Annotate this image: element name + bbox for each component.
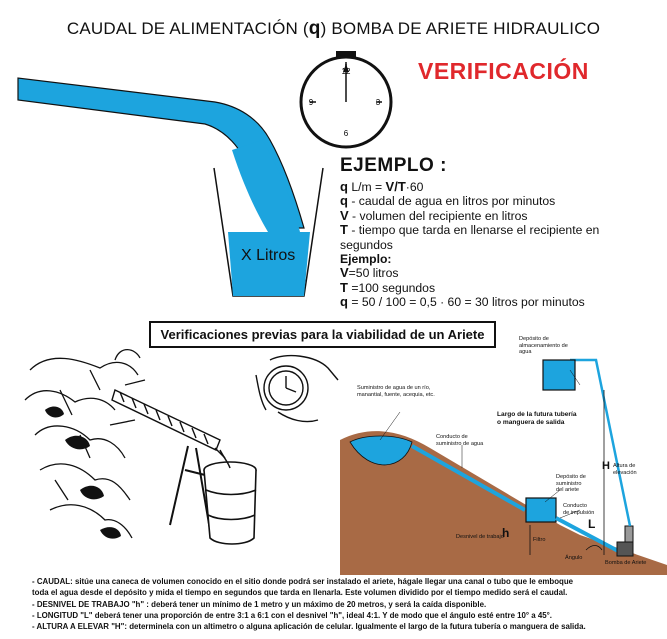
verificaciones-box: Verificaciones previas para la viabilidad de un Ariete [149,321,496,348]
flume-sketch [112,390,225,458]
ejemplo-heading: EJEMPLO : [340,155,447,176]
note-longitud: - LONGITUD "L" deberá tener una proporción de entre 3:1 a 6:1 con el desnivel "h", ideal 4:1. Y de modo que el ángulo esté entre 10° a 45°. [32,610,552,620]
label-filtro: Filtro [533,537,546,543]
clock-12: 12 [341,67,351,76]
label-conducto-suministro: Conducto de suministro de agua [436,434,484,447]
title-q-symbol: q [308,18,321,39]
label-angulo: Ángulo [565,555,583,561]
notes-block [32,576,662,632]
ejemplo-block [340,180,640,310]
label-deposito-almacenamiento: Depósito de almacenamiento de agua [519,336,568,356]
label-L: L [588,517,596,531]
label-deposito-suministro: Depósito de suministro del ariete [556,474,586,494]
delivery-line [570,360,630,526]
drum-sketch [204,462,256,544]
title-part-2: ) BOMBA DE ARIETE HIDRAULICO [320,19,601,38]
ex-v-line: V=50 litros [340,265,399,281]
label-bomba-ariete: Bomba de Ariete [605,560,647,566]
ex-q-line: q = 50 / 100 = 0,5 · 60 = 30 litros por minutos [340,294,585,310]
clock-3: 3 [375,98,381,107]
def-v-line: V - volumen del recipiente en litros [340,207,528,223]
note-caudal-1: - CAUDAL: sitúe una caneca de volumen conocido en el sitio donde podrá ser instalado el ariete, hágale llegar una canal o tubo que le emboque [32,577,574,586]
formula-line: q L/m = V/T·60 [340,179,424,194]
ram-pump [617,526,633,556]
label-H: H [602,460,610,472]
clock-9: 9 [308,98,314,107]
stopwatch-clock-icon [296,50,396,150]
label-largo-tuberia: Largo de la futura tubería o manguera de salida [497,411,577,426]
bucket-label: X Litros [241,247,296,264]
sketch-illustration [20,340,340,575]
def-t-line: T - tiempo que tarda en llenarse el recipiente en segundos [340,222,600,252]
note-caudal-2: toda el agua desde el depósito y mida el tiempo en segundos que tarda en llenarla. Este volumen dividido por el tiempo medido será el caudal. [32,588,568,598]
label-altura-elevacion: Altura de elevación [613,463,637,476]
verificacion-title: VERIFICACIÓN [418,58,589,84]
def-q-line: q - caudal de agua en litros por minutos [340,193,556,209]
note-altura: - ALTURA A ELEVAR "H": determinela con un altimetro o alguna aplicación de celular. Igualmente el largo de la futura tubería o manguera de salida. [32,622,586,632]
label-suministro: Suministro de agua de un río, manantial, fuente, acequia, etc. [357,385,435,398]
label-conducto-impulsion: Conducto de impulsión [563,503,595,516]
ex-t-line: T =100 segundos [340,279,436,295]
label-h: h [502,526,510,540]
title-part-1: CAUDAL DE ALIMENTACIÓN ( [66,19,309,38]
label-desnivel-trabajo: Desnivel de trabajo [456,534,504,540]
supply-tank [526,498,556,522]
sub-heading: Ejemplo: [340,252,392,267]
note-desnivel: - DESNIVEL DE TRABAJO "h" : deberá tener un mínimo de 1 metro y un máximo de 20 metros, y será la caída disponible. [32,599,487,609]
storage-tank [543,360,575,390]
clock-6: 6 [343,129,349,138]
hand-watch-sketch [256,356,338,422]
sawhorse-sketch [170,446,210,530]
